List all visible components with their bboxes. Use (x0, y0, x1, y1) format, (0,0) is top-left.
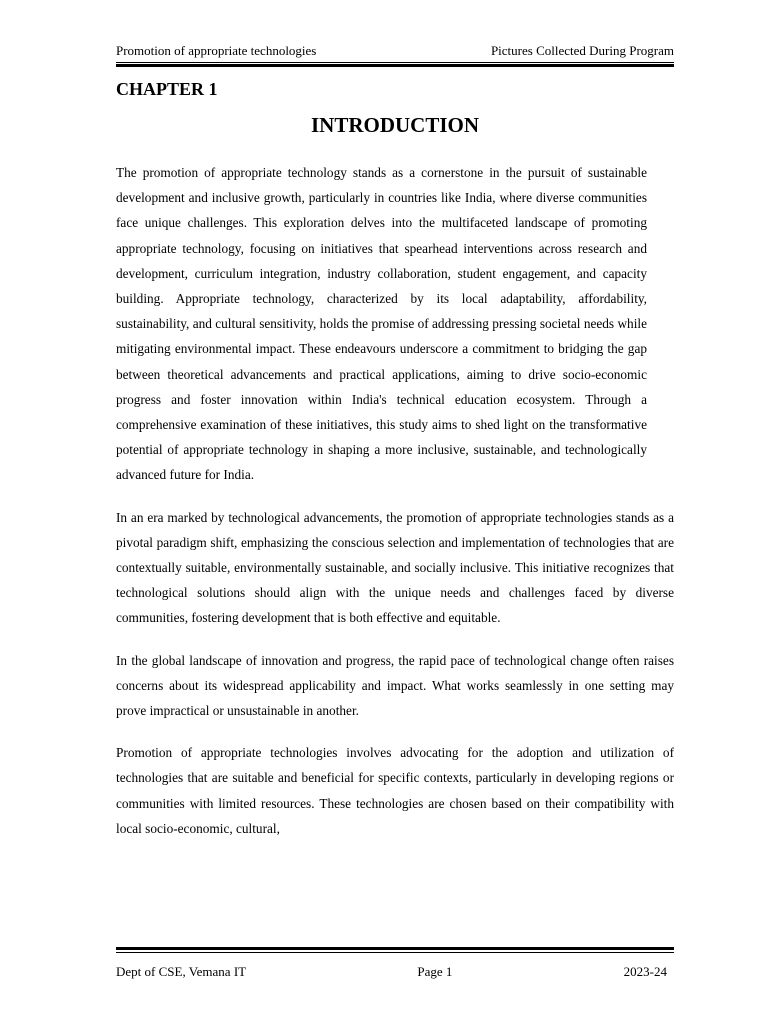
paragraph-4: Promotion of appropriate technologies involves advocating for the adoption and utilization of technologies that are suitable and beneficial for specific contexts, particularly in developing regions or communities with limited resources. These technologies are chosen based on their compatibility with local socio-economic, cultural, (116, 745, 674, 836)
paragraph-1: The promotion of appropriate technology stands as a cornerstone in the pursuit of sustainable development and inclusive growth, particularly in countries like India, where diverse communities face unique challenges. This exploration delves into the multifaceted landscape of promoting appropriate technology, focusing on initiatives that spearhead interventions across research and development, curriculum integration, industry collaboration, student engagement, and capacity building. Appropriate technology, characterized by its local adaptability, affordability, sustainability, and cultural sensitivity, holds the promise of addressing pressing societal needs while mitigating environmental impact. These endeavours underscore a commitment to bridging the gap between theoretical advancements and practical applications, aiming to drive socio-economic progress and foster innovation within India's technical education ecosystem. Through a comprehensive examination of these initiatives, this study aims to shed light on the transformative potential of appropriate technology in shaping a more inclusive, sustainable, and technologically advanced future for India. (116, 165, 647, 483)
page-title: INTRODUCTION (310, 113, 480, 137)
page-header (116, 43, 674, 59)
header-rule-thin (116, 62, 674, 63)
footer-rule-thin (116, 952, 674, 953)
footer-rule-thick (116, 947, 674, 950)
page-footer (116, 964, 667, 980)
chapter-label: CHAPTER 1 (116, 79, 218, 99)
header-left-text: Promotion of appropriate technologies (116, 43, 317, 58)
paragraph-2: In an era marked by technological advancements, the promotion of appropriate technologies stands as a pivotal paradigm shift, emphasizing the conscious selection and implementation of technologies that are contextually suitable, environmentally sustainable, and socially inclusive. This initiative recognizes that technological solutions should align with the unique needs and challenges faced by diverse communities, fostering development that is both effective and equitable. (116, 509, 674, 626)
paragraph-3: In the global landscape of innovation and progress, the rapid pace of technological change often raises concerns about its widespread applicability and impact. What works seamlessly in one setting may prove impractical or unsustainable in another. (116, 652, 674, 719)
footer-left-text: Dept of CSE, Vemana IT (116, 964, 247, 979)
body-text (116, 160, 674, 858)
footer-page-number: Page 1 (417, 964, 453, 979)
header-right-text: Pictures Collected During Program (490, 43, 674, 58)
header-rule-thick (116, 64, 674, 67)
footer-right-text: 2023-24 (623, 964, 667, 979)
